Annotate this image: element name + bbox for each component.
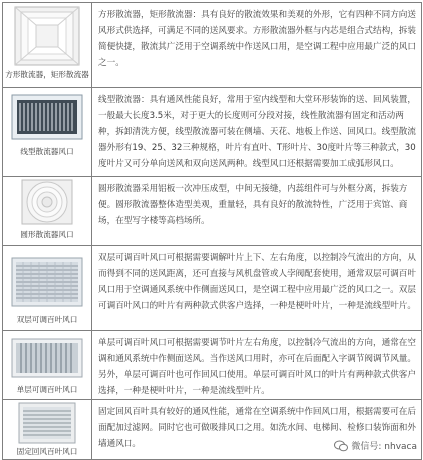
image-caption: 固定回风百叶风口	[16, 447, 78, 456]
vent-types-table	[2, 2, 422, 460]
image-cell	[3, 177, 92, 245]
image-caption: 线型散流器风口	[20, 147, 74, 156]
image-caption: 圆形散流器风口	[20, 230, 74, 239]
table-row	[3, 331, 422, 400]
image-cell	[3, 3, 92, 87]
watermark-text: 微信号: nhvaca	[351, 442, 417, 452]
image-cell	[3, 331, 92, 399]
round-diffuser-image	[11, 179, 83, 225]
image-cell	[3, 88, 92, 176]
description-text: 双层可调百叶风口可根据需要调解叶片上下、左右角度，以控制冷气流出的方向，从而得到不同的送风距离，还可直接与风机盘管或人孛阀配套使用，通常双层可调百叶风口用于空调通风系统中作侧面送风口，是空调工程中应用最广泛的风口之一。双层可调百叶风口的叶片有两种款式供客户选择，一种是梗叶叶片，一种是流线型叶片。	[92, 246, 422, 330]
description-text: 方形散流器，矩形散流器：具有良好的散流效果和美观的外形，它有四种不同方向送风形式供选择，可满足不同的送风要求。方形散流器外框与内芯是组合式结构，拆装简便快捷，散流其广泛用于空调系统中作送风口用，是空调工程中应用最广泛的风口之一。	[92, 3, 422, 87]
table-row	[3, 246, 422, 331]
single-louver-image	[11, 335, 83, 381]
image-caption: 双层可调百叶风口	[16, 315, 78, 324]
description-text: 固定回风百叶具有较好的通风性能，通常在空调系统中作回风口用，根据需要可在后面配加过滤网。同时它也可做吸排风口之用。如洗水间、电梯间、检修口装饰面和外墙通风口。	[92, 400, 422, 459]
image-cell	[3, 400, 92, 459]
double-louver-image	[11, 254, 83, 310]
table-row	[3, 3, 422, 88]
image-caption: 单层可调百叶风口	[16, 385, 78, 394]
table-row	[3, 177, 422, 246]
wechat-icon	[334, 440, 348, 452]
table-row	[3, 88, 422, 177]
wechat-watermark	[334, 439, 417, 452]
description-text: 单层可调百叶风口可根据需要调节叶片左右角度，以控制冷气流出的方向，通常在空调和通风系统中作侧面送风。当作送风口用时，亦可在后面配入字调节阀调节风量。另外，单层可调百叶也可作回风口使用。单层可调百叶风口的叶片有两种款式供客户选择，一种是梗叶叶片，一种是流线型叶片。	[92, 331, 422, 399]
image-caption: 方形散流器，矩形散流器	[5, 70, 89, 79]
description-text: 线型散流器：具有通风性能良好，常用于室内线型和大堂环形装饰的送、回风装置，一般最大长度3.5米，对于更大的长度则可分段对接，线性散流器有固定和活动两种，拆卸清洗方便，线型散流器可装在侧墙、天花、地板上作送、回风口。线型散流器外形有19、25、32三种规格，叶片有直叶、T形叶片、30度叶片等三种款式，30度叶片又可分单向送风和双向送风两种。线型风口还根据需要加工成弧形风口。	[92, 88, 422, 176]
linear-diffuser-image	[11, 94, 83, 140]
fixed-return-louver-image	[11, 402, 83, 444]
description-text: 圆形散流器采用铝板一次冲压成型，中间无接缝，内蕊组件可与外框分离，拆装方便。圆形散流器整体造型美观，重量轻，具有良好的散流特性，广泛用于宾馆、商场，在型写字楼等高档场所。	[92, 177, 422, 245]
square-diffuser-image	[11, 5, 83, 67]
image-cell	[3, 246, 92, 330]
